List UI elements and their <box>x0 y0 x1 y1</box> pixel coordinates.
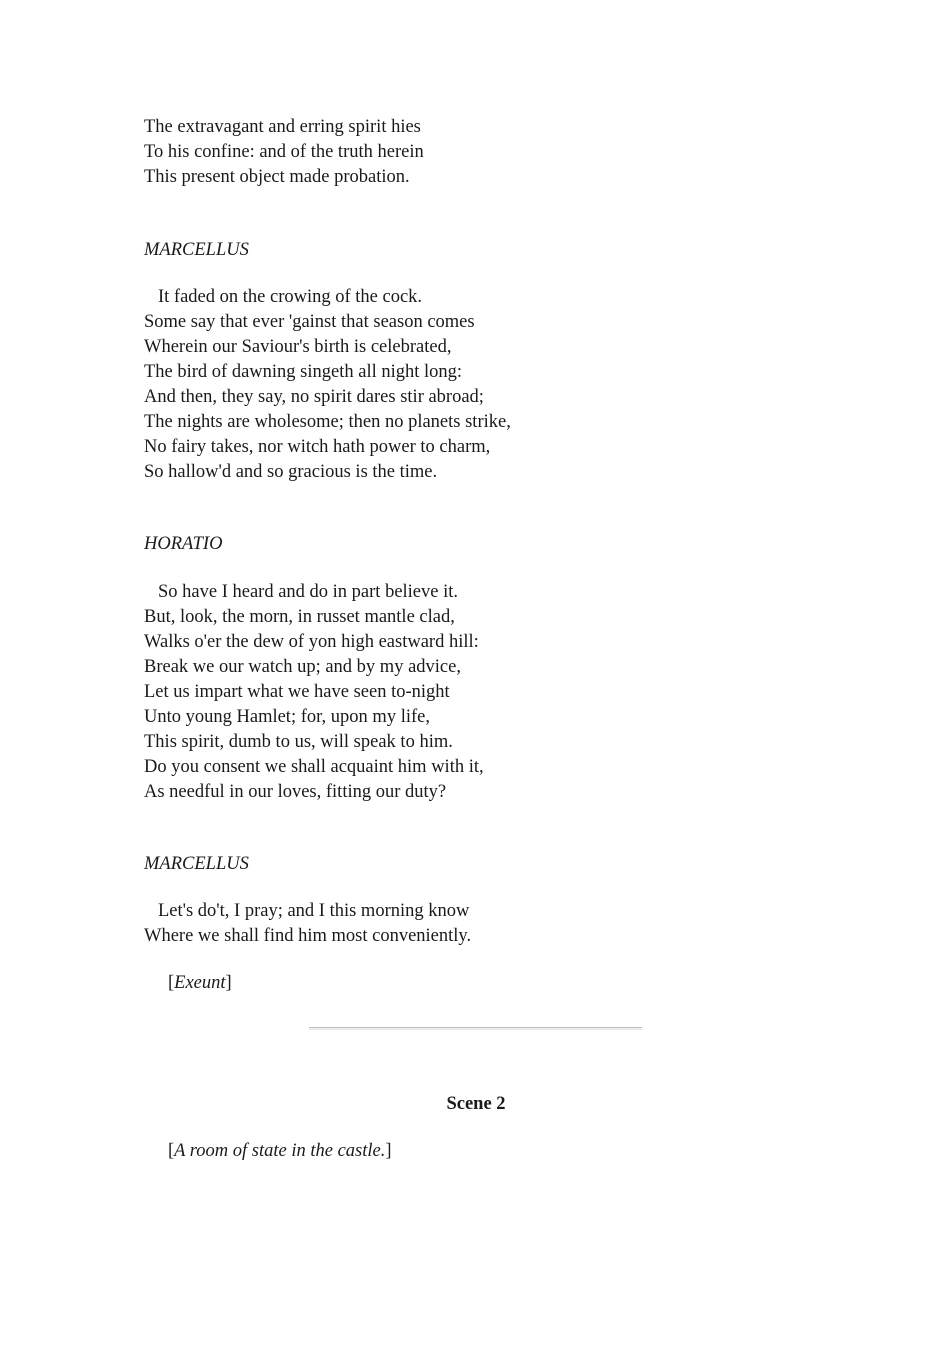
verse-line: This present object made probation. <box>144 167 410 187</box>
verse-line: As needful in our loves, fitting our duty? <box>144 782 447 802</box>
speech-horatio <box>144 580 844 805</box>
verse-line: Unto young Hamlet; for, upon my life, <box>144 707 430 727</box>
section-divider <box>309 1027 642 1030</box>
verse-line: But, look, the morn, in russet mantle clad, <box>144 607 455 627</box>
verse-line: No fairy takes, nor witch hath power to charm, <box>144 437 491 457</box>
verse-line: Some say that ever 'gainst that season comes <box>144 312 475 332</box>
stage-direction-text: Exeunt <box>174 973 226 993</box>
speech-marcellus-2 <box>144 899 844 949</box>
verse-line: To his confine: and of the truth herein <box>144 142 424 162</box>
bracket-close: ] <box>225 973 232 993</box>
verse-line: Let us impart what we have seen to-night <box>144 682 450 702</box>
speaker-name-marcellus: MARCELLUS <box>144 240 249 260</box>
verse-line: Wherein our Saviour's birth is celebrated, <box>144 337 452 357</box>
verse-line: Break we our watch up; and by my advice, <box>144 657 461 677</box>
verse-line: So hallow'd and so gracious is the time. <box>144 462 438 482</box>
bracket-open: [ <box>168 973 175 993</box>
speech-marcellus <box>144 285 844 485</box>
stage-direction-exeunt <box>168 971 232 996</box>
bracket-close: ] <box>385 1141 392 1161</box>
passage-continuation <box>144 115 844 190</box>
stage-direction-setting <box>168 1139 392 1164</box>
bracket-open: [ <box>168 1141 175 1161</box>
verse-line: Where we shall find him most conveniently. <box>144 926 472 946</box>
verse-line: So have I heard and do in part believe it. <box>158 582 459 602</box>
verse-line: The extravagant and erring spirit hies <box>144 117 421 137</box>
verse-line: And then, they say, no spirit dares stir abroad; <box>144 387 484 407</box>
verse-line: The bird of dawning singeth all night long: <box>144 362 463 382</box>
verse-line: The nights are wholesome; then no planets strike, <box>144 412 511 432</box>
speaker-name-marcellus: MARCELLUS <box>144 854 249 874</box>
scene-heading: Scene 2 <box>446 1094 506 1114</box>
stage-direction-text: A room of state in the castle. <box>174 1141 386 1161</box>
verse-line: It faded on the crowing of the cock. <box>158 287 423 307</box>
verse-line: Do you consent we shall acquaint him with it, <box>144 757 484 777</box>
verse-line: Walks o'er the dew of yon high eastward hill: <box>144 632 479 652</box>
verse-line: Let's do't, I pray; and I this morning know <box>158 901 470 921</box>
speaker-name-horatio: HORATIO <box>144 534 223 554</box>
verse-line: This spirit, dumb to us, will speak to him. <box>144 732 453 752</box>
